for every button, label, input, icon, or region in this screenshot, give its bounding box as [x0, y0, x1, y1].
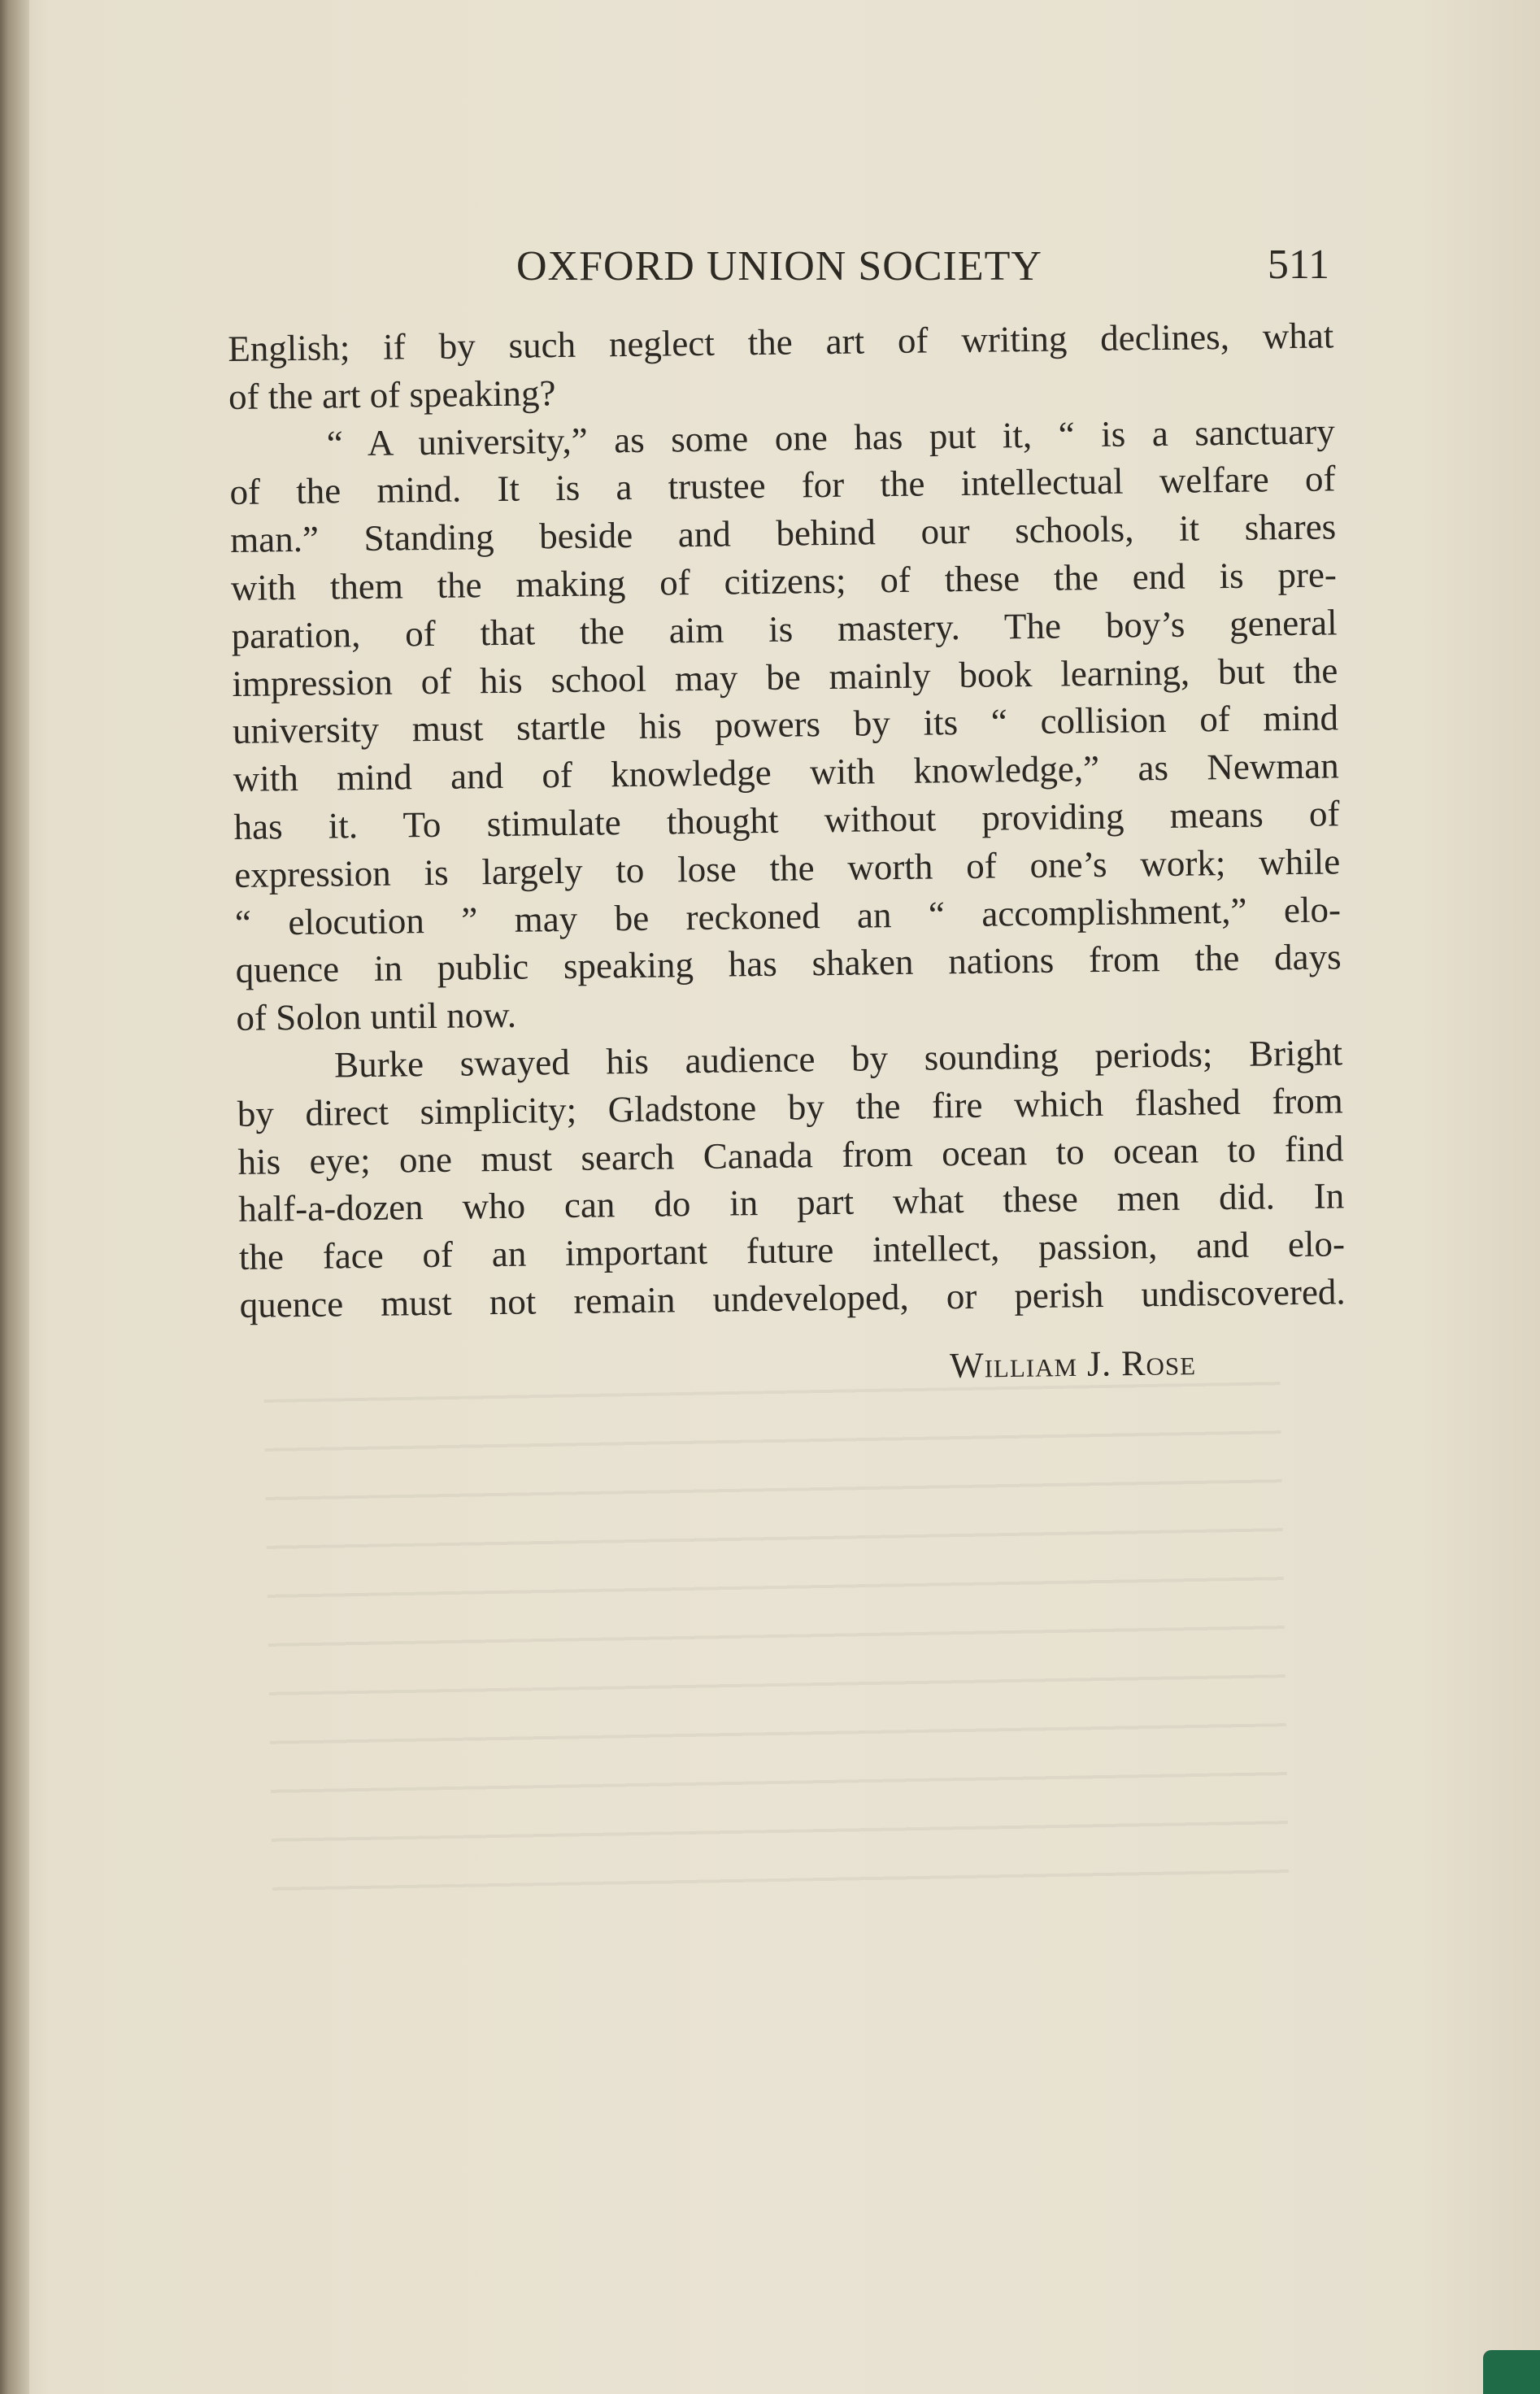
text-line: Burke swayed his audience by sounding periods; Bright: [333, 1032, 1343, 1086]
green-corner-mark: [1483, 2350, 1540, 2394]
binding-edge: [0, 0, 29, 2394]
text-line: expression is largely to lose the worth of one’s work; while: [233, 841, 1341, 895]
running-title: OXFORD UNION SOCIETY: [516, 243, 1042, 289]
body-text: [228, 311, 1346, 1329]
text-line: quence in public speaking has shaken nations from the days: [235, 936, 1342, 991]
text-line: man.” Standing beside and behind our schools, it shares: [229, 506, 1337, 561]
author-signature: William J. Rose: [949, 1343, 1197, 1386]
text-line: of Solon until now.: [236, 994, 517, 1039]
show-through-texture: [264, 1382, 1290, 1920]
text-line: of the art of speaking?: [228, 372, 556, 417]
text-line: with mind and of knowledge with knowledge,” as Newman: [233, 745, 1340, 800]
text-line: “ elocution ” may be reckoned an “ accomplishment,” elo-: [234, 888, 1342, 943]
text-line: has it. To stimulate thought without providing means of: [233, 793, 1340, 847]
text-line: “ A university,” as some one has put it, “ is a sanctuary: [326, 410, 1335, 464]
text-line: English; if by such neglect the art of writing declines, what: [228, 315, 1334, 369]
text-line: of the mind. It is a trustee for the intellectual welfare of: [229, 458, 1336, 513]
text-line: quence must not remain undeveloped, or perish undiscovered.: [239, 1271, 1346, 1325]
text-line: his eye; one must search Canada from ocean to ocean to find: [237, 1127, 1344, 1182]
text-line: by direct simplicity; Gladstone by the fire which flashed from: [237, 1080, 1344, 1134]
running-head: [232, 236, 1329, 301]
page-number: 511: [1267, 242, 1329, 288]
text-line: impression of his school may be mainly book learning, but the: [232, 649, 1338, 704]
text-line: university must startle his powers by its “ collision of mind: [232, 697, 1339, 752]
text-line: with them the making of citizens; of these the end is pre-: [230, 554, 1338, 608]
text-line: half-a-dozen who can do in part what these men did. In: [237, 1175, 1345, 1230]
text-line: the face of an important future intellect, passion, and elo-: [238, 1223, 1346, 1278]
text-line: paration, of that the aim is mastery. The boy’s general: [231, 602, 1338, 656]
